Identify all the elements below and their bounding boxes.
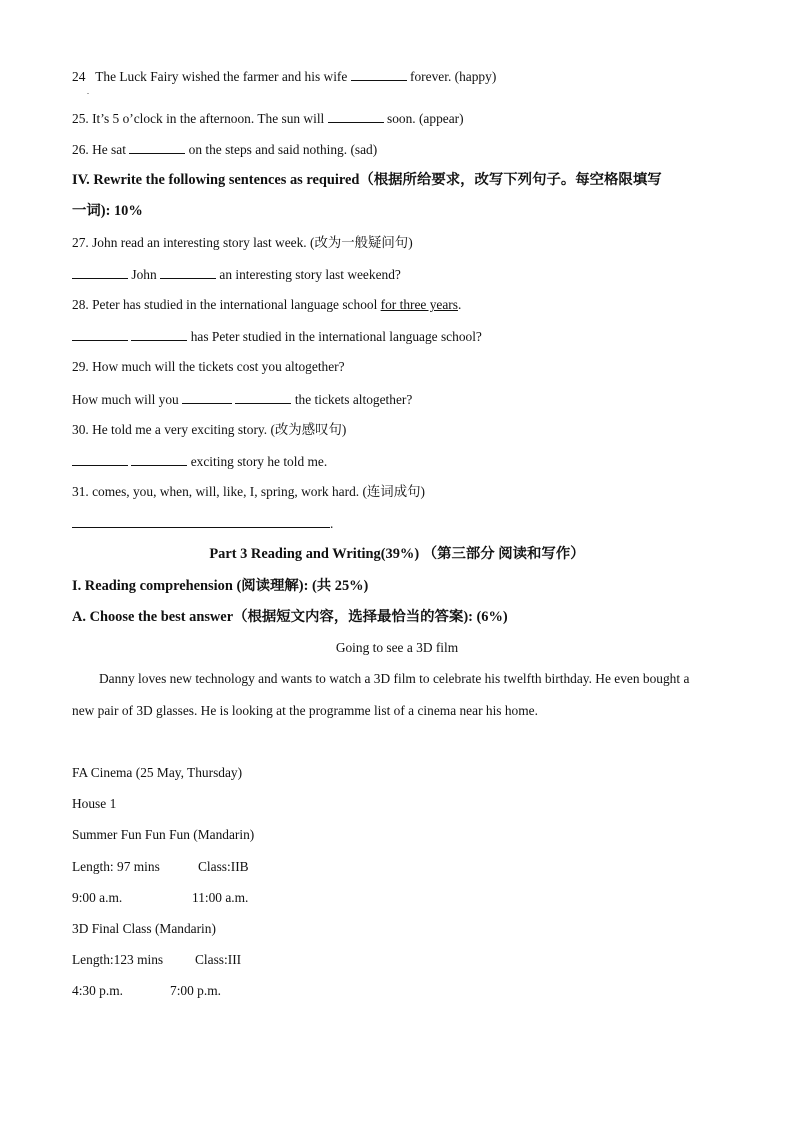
q29-blank-1[interactable]	[182, 391, 232, 404]
film-1-title: Summer Fun Fun Fun (Mandarin)	[72, 827, 255, 842]
passage-line-1: Danny loves new technology and wants to watch a 3D film to celebrate his twelfth birthday. He even bought a	[99, 671, 690, 686]
q25-answer-blank[interactable]	[328, 110, 384, 123]
question-29-answer	[72, 391, 412, 408]
q25-text: 25. It’s 5 o’clock in the afternoon. The sun will	[72, 111, 325, 126]
q24-hint: forever. (happy)	[410, 69, 497, 84]
q26-text: 26. He sat	[72, 142, 126, 157]
q29-ans-start: How much will you	[72, 392, 179, 407]
q24-number: 24	[72, 69, 86, 84]
question-31-answer	[72, 515, 333, 532]
question-27-prompt: 27. John read an interesting story last week. (改为一般疑问句)	[72, 235, 413, 250]
film-2-times	[72, 983, 221, 999]
q31-answer-blank[interactable]	[72, 515, 330, 528]
section-4-heading-line2: 一词): 10%	[72, 203, 143, 219]
q28-blank-1[interactable]	[72, 328, 128, 341]
q30-ans-end: exciting story he told me.	[190, 454, 328, 469]
question-25	[72, 110, 464, 127]
question-27-answer	[72, 266, 401, 283]
q30-blank-2[interactable]	[131, 453, 187, 466]
q26-hint: on the steps and said nothing. (sad)	[188, 142, 378, 157]
q27-blank-2[interactable]	[160, 266, 216, 279]
q24-text: The Luck Fairy wished the farmer and his wife	[95, 69, 348, 84]
q27-blank-1[interactable]	[72, 266, 128, 279]
film-2-class: Class:III	[195, 952, 242, 967]
q31-ans-end: .	[330, 516, 334, 531]
house-label: House 1	[72, 796, 117, 811]
q27-ans-word: John	[131, 267, 157, 282]
question-28-answer	[72, 328, 482, 345]
question-28-prompt	[72, 297, 461, 313]
film-1-times	[72, 890, 249, 906]
reading-comprehension-heading: I. Reading comprehension (阅读理解): (共 25%)	[72, 578, 369, 594]
film-2-details	[72, 952, 242, 968]
part-3-title: Part 3 Reading and Writing(39%) （第三部分 阅读和写作）	[209, 546, 585, 562]
film-2-time-2: 7:00 p.m.	[170, 983, 221, 998]
film-2-time-1: 4:30 p.m.	[72, 983, 123, 998]
film-1-class: Class:IIB	[198, 859, 249, 874]
q26-answer-blank[interactable]	[129, 141, 185, 154]
cinema-name: FA Cinema (25 May, Thursday)	[72, 765, 243, 780]
question-30-prompt: 30. He told me a very exciting story. (改为感叹句)	[72, 422, 347, 437]
q27-ans-end: an interesting story last weekend?	[219, 267, 401, 282]
question-29-prompt: 29. How much will the tickets cost you altogether?	[72, 359, 345, 374]
passage-title: Going to see a 3D film	[335, 640, 459, 655]
film-1-length: Length: 97 mins	[72, 859, 160, 874]
film-2-title: 3D Final Class (Mandarin)	[72, 921, 216, 936]
q29-blank-2[interactable]	[235, 391, 291, 404]
q30-blank-1[interactable]	[72, 453, 128, 466]
q28-prompt-end: .	[457, 297, 462, 312]
film-1-details	[72, 859, 249, 875]
passage-line-2: new pair of 3D glasses. He is looking at the programme list of a cinema near his home.	[72, 703, 538, 718]
q24-answer-blank[interactable]	[351, 68, 407, 81]
film-1-time-2: 11:00 a.m.	[192, 890, 249, 905]
question-24	[72, 68, 496, 85]
q28-ans-end: has Peter studied in the international language school?	[190, 329, 482, 344]
stray-dot: .	[87, 87, 89, 96]
question-31-prompt: 31. comes, you, when, will, like, I, spring, work hard. (连词成句)	[72, 484, 425, 499]
section-4-heading-line1: IV. Rewrite the following sentences as required（根据所给要求，改写下列句子。每空格限填写	[72, 172, 662, 188]
question-26	[72, 141, 377, 158]
film-1-time-1: 9:00 a.m.	[72, 890, 123, 905]
q28-underlined-phrase: for three years	[380, 297, 458, 312]
q28-blank-2[interactable]	[131, 328, 187, 341]
q28-prompt-text: 28. Peter has studied in the international language school	[72, 297, 381, 312]
section-a-heading: A. Choose the best answer（根据短文内容，选择最恰当的答案): (6%)	[72, 609, 508, 625]
question-30-answer	[72, 453, 327, 470]
q29-ans-end: the tickets altogether?	[294, 392, 413, 407]
film-2-length: Length:123 mins	[72, 952, 164, 967]
q25-hint: soon. (appear)	[386, 111, 464, 126]
